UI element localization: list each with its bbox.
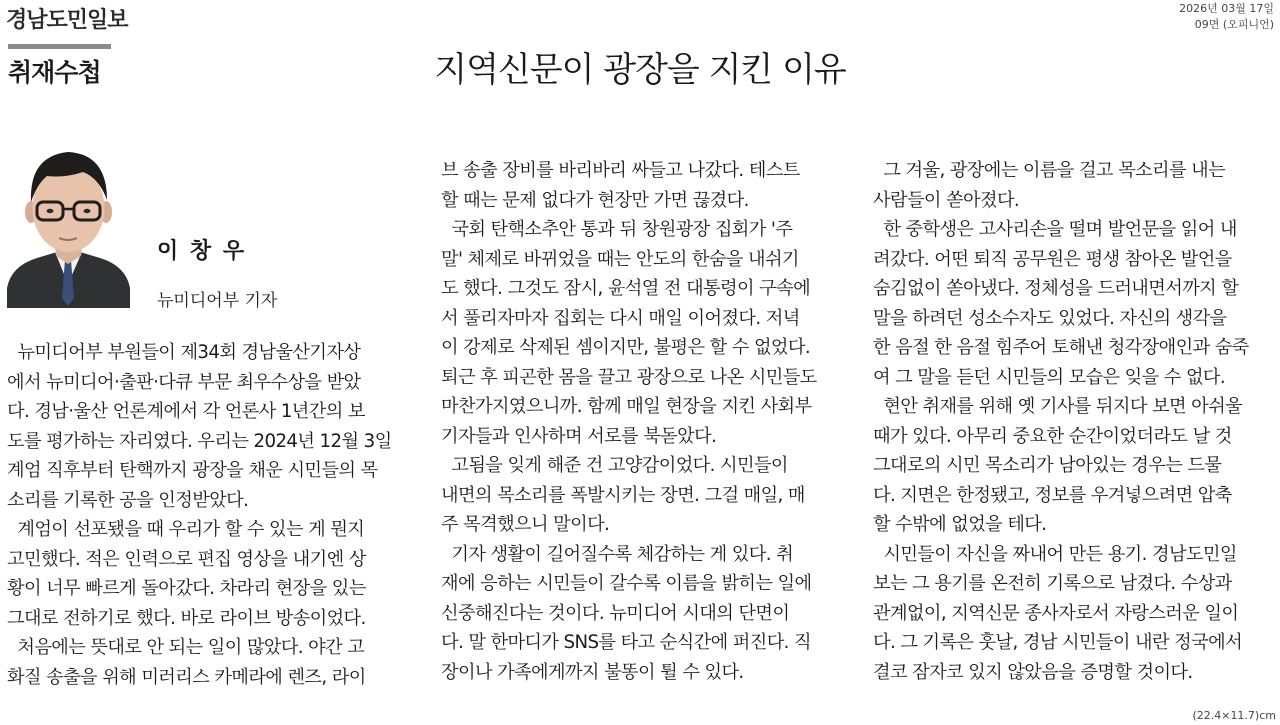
- headline: 지역신문이 광장을 지킨 이유: [434, 50, 846, 90]
- article-line: 도 했다. 그것도 잠시, 윤석열 전 대통령이 구속에: [441, 278, 811, 299]
- article-line: 고됨을 잊게 해준 건 고양감이었다. 시민들이: [441, 455, 788, 476]
- article-line: 화질 송출을 위해 미러리스 카메라에 렌즈, 라이: [7, 666, 366, 688]
- newspaper-name: 경남도민일보: [6, 8, 128, 33]
- article-line: 도를 평가하는 자리였다. 우리는 2024년 12월 3일: [7, 430, 392, 452]
- article-line: 다. 지면은 한정됐고, 정보를 우겨넣으려면 압축: [873, 484, 1232, 506]
- article-line: 국회 탄핵소추안 통과 뒤 창원광장 집회가 '주: [441, 219, 793, 240]
- publication-date: 2026년 03월 17일: [1179, 2, 1274, 15]
- article-line: 퇴근 후 피곤한 몸을 끌고 광장으로 나온 시민들도: [441, 366, 817, 388]
- article-line: 그대로의 시민 목소리가 남아있는 경우는 드물: [873, 455, 1222, 476]
- article-line: 여 그 말을 듣던 시민들의 모습은 잊을 수 없다.: [873, 366, 1226, 388]
- article-line: 기자 생활이 길어질수록 체감하는 게 있다. 취: [441, 543, 794, 565]
- article-line: 말' 체제로 바뀌었을 때는 안도의 한숨을 내쉬기: [441, 248, 799, 270]
- article-size-note: (22.4×11.7)cm: [1192, 709, 1276, 722]
- article-line: 다. 그 기록은 훗날, 경남 시민들이 내란 정국에서: [873, 632, 1243, 653]
- article-line: 재에 응하는 시민들이 갈수록 이름을 밝히는 일에: [441, 573, 812, 594]
- article-line: 주 목격했으니 말이다.: [441, 514, 610, 535]
- article-line: 마찬가지였으니까. 함께 매일 현장을 지킨 사회부: [441, 396, 812, 417]
- reporter-role: 뉴미디어부 기자: [157, 291, 278, 311]
- article-line: 숨김없이 쏟아냈다. 정체성을 드러내면서까지 할: [873, 278, 1239, 299]
- article-line: 브 송출 장비를 바리바리 싸들고 나갔다. 테스트: [441, 160, 800, 181]
- reporter-photo: [7, 138, 130, 308]
- article-line: 할 수밖에 없었을 테다.: [873, 514, 1047, 535]
- article-line: 그 겨울, 광장에는 이름을 걸고 목소리를 내는: [873, 160, 1226, 181]
- article-line: 내면의 목소리를 폭발시키는 장면. 그걸 매일, 매: [441, 484, 805, 506]
- article-line: 한 중학생은 고사리손을 떨며 발언문을 읽어 내: [873, 219, 1237, 240]
- article-line: 소리를 기록한 공을 인정받았다.: [7, 489, 249, 511]
- article-line: 때가 있다. 아무리 중요한 순간이었더라도 날 것: [873, 425, 1232, 447]
- reporter-name: 이 창 우: [157, 239, 247, 264]
- article-line: 계엄 직후부터 탄핵까지 광장을 채운 시민들의 목: [7, 460, 378, 481]
- section-rule: [8, 44, 111, 49]
- article-line: 현안 취재를 위해 옛 기사를 뒤지다 보면 아쉬울: [873, 396, 1243, 417]
- article-line: 관계없이, 지역신문 종사자로서 자랑스러운 일이: [873, 602, 1239, 624]
- article-line: 다. 말 한마디가 SNS를 타고 순식간에 퍼진다. 직: [441, 632, 812, 653]
- article-line: 황이 너무 빠르게 돌아갔다. 차라리 현장을 있는: [7, 578, 366, 599]
- article-line: 계엄이 선포됐을 때 우리가 할 수 있는 게 뭔지: [7, 519, 365, 540]
- article-column-2: [441, 156, 836, 687]
- article-line: 시민들이 자신을 짜내어 만든 용기. 경남도민일: [873, 543, 1237, 565]
- article-line: 에서 뉴미디어·출판·다큐 부문 최우수상을 받았: [7, 371, 361, 393]
- article-line: 결코 잠자코 있지 않았음을 증명할 것이다.: [873, 661, 1193, 683]
- article-line: 할 때는 문제 없다가 현장만 가면 끊겼다.: [441, 189, 749, 211]
- article-line: 보는 그 용기를 온전히 기록으로 남겼다. 수상과: [873, 573, 1232, 594]
- section-label: 취재수첩: [8, 58, 101, 87]
- article-line: 고민했다. 적은 인력으로 편집 영상을 내기엔 상: [7, 548, 366, 570]
- article-line: 그대로 전하기로 했다. 바로 라이브 방송이었다.: [7, 607, 366, 629]
- article-line: 장이나 가족에게까지 불똥이 튈 수 있다.: [441, 661, 744, 683]
- article-line: 기자들과 인사하며 서로를 북돋았다.: [441, 425, 717, 447]
- article-line: 한 음절 한 음절 힘주어 토해낸 청각장애인과 숨죽: [873, 337, 1249, 358]
- article-line: 처음에는 뜻대로 안 되는 일이 많았다. 야간 고: [7, 637, 365, 658]
- article-line: 서 풀리자마자 집회는 다시 매일 이어졌다. 저녁: [441, 307, 800, 329]
- article-line: 뉴미디어부 부원들이 제34회 경남울산기자상: [7, 342, 361, 363]
- article-line: 려갔다. 어떤 퇴직 공무원은 평생 참아온 발언을: [873, 248, 1232, 270]
- article-column-1: [7, 338, 402, 692]
- article-column-3: [873, 156, 1268, 687]
- article-line: 다. 경남·울산 언론계에서 각 언론사 1년간의 보: [7, 401, 365, 422]
- article-line: 이 강제로 삭제된 셈이지만, 불평은 할 수 없었다.: [441, 337, 811, 358]
- article-line: 사람들이 쏟아졌다.: [873, 189, 1020, 211]
- reporter-portrait-icon: [7, 138, 130, 308]
- article-line: 말을 하려던 성소수자도 있었다. 자신의 생각을: [873, 307, 1227, 329]
- edition-info: [1179, 1, 1274, 33]
- page-section: 09면 (오피니언): [1194, 18, 1274, 31]
- article-line: 신중해진다는 것이다. 뉴미디어 시대의 단면이: [441, 602, 790, 624]
